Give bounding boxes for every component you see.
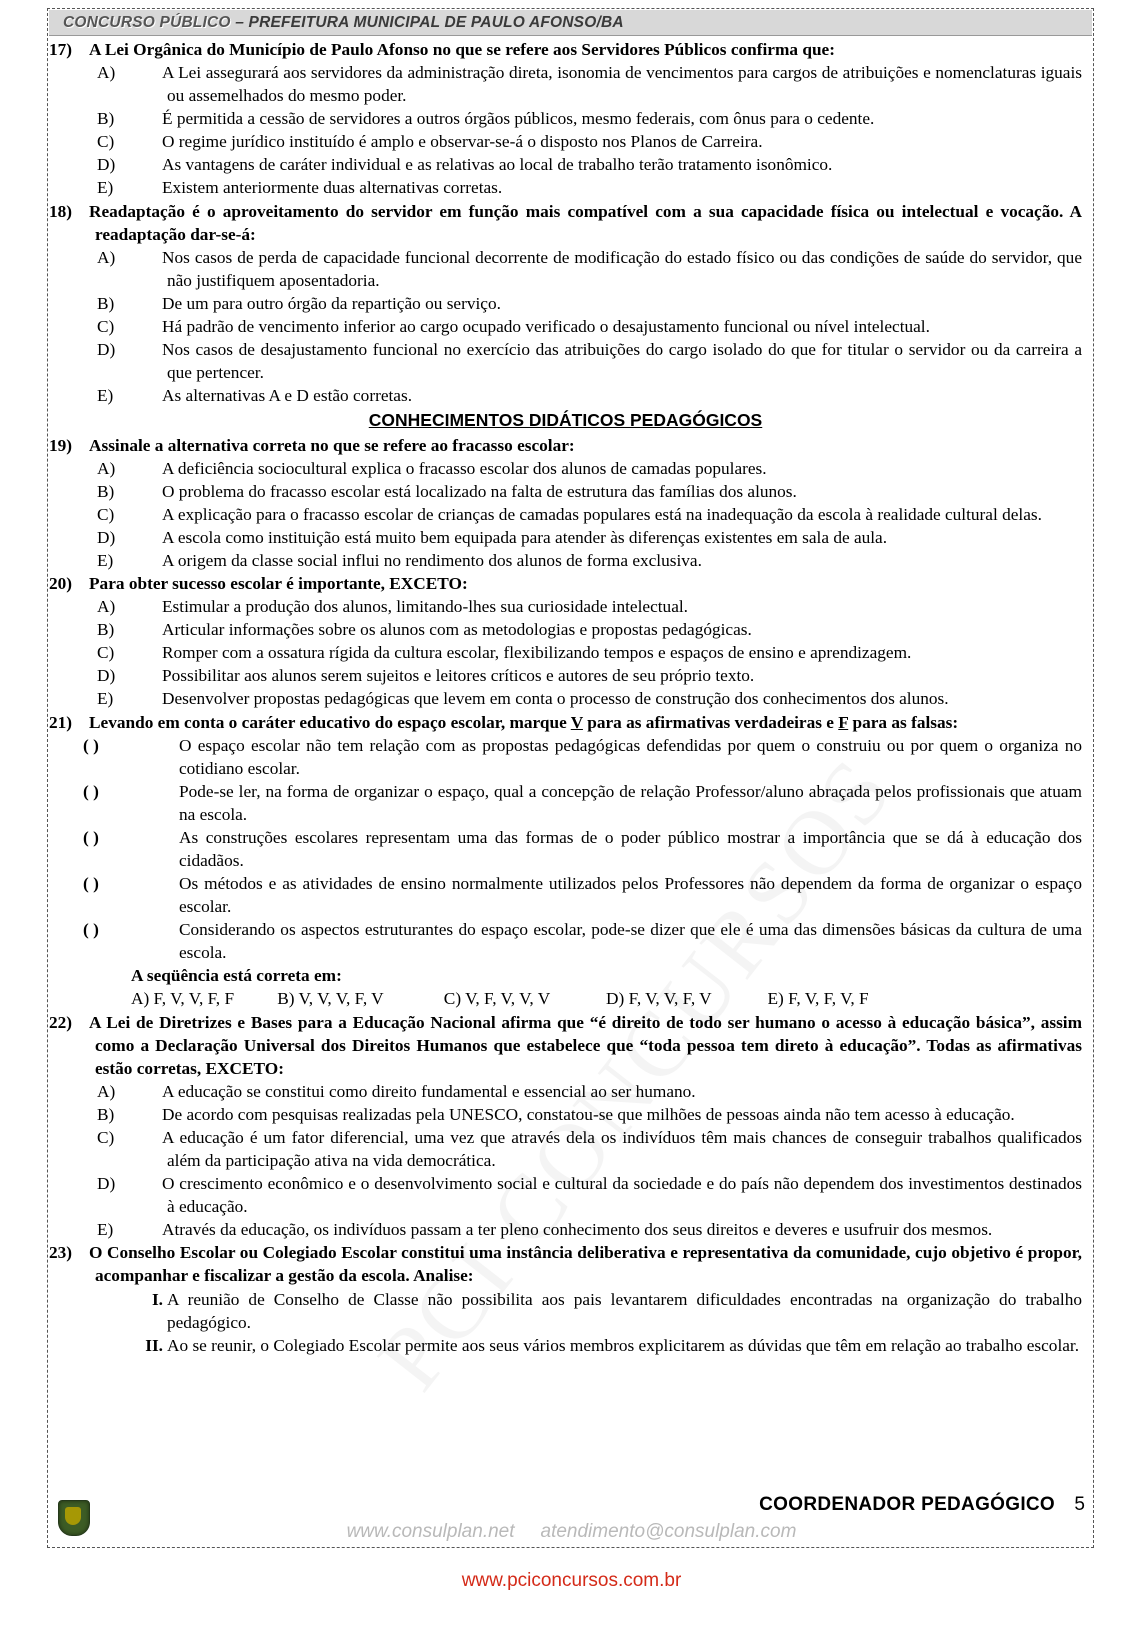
true-false-item[interactable] [49,734,1082,780]
question-22-stem [49,1011,1082,1080]
alternative-text: O crescimento econômico e o desenvolvimento social e cultural da sociedade e do país não dependem dos investimentos destinados à educação. [162,1174,1082,1217]
footer-email-link[interactable]: atendimento@consulplan.com [540,1521,797,1542]
alternative-label: A) [97,63,116,83]
alternative[interactable] [49,1218,1082,1241]
question-22-text: A Lei de Diretrizes e Bases para a Educação Nacional afirma que “é direito de todo ser humano o acesso à educação básica”, assim como a Declaração Universal dos Direitos Humanos que estabelece que “toda pessoa tem direto à educação”. Todas as afirmativas estão corretas, EXCETO: [89,1012,1082,1078]
true-false-checkbox[interactable]: ( ) [83,781,99,801]
alternative-label: B) [97,481,115,501]
header-dash: – [230,13,249,31]
question-21-stem [49,711,1082,734]
alternative-label: A) [97,597,116,617]
true-false-text: Os métodos e as atividades de ensino normalmente utilizados pelos Professores não dependem da forma de organizar o espaço escolar. [179,874,1082,917]
alternative[interactable] [49,1126,1082,1172]
question-19-alternatives [49,457,1082,572]
alternative-label: A) [97,247,116,267]
question-21-text-3: para as falsas: [848,712,959,732]
pci-link[interactable]: www.pciconcursos.com.br [461,1570,682,1591]
question-21 [49,711,1082,1011]
alternative-text: Nos casos de desajustamento funcional no exercício das atribuições do cargo isolado do que for titular o servidor ou da carreira a que pertencer. [162,340,1082,383]
question-23-number: 23) [49,1243,73,1263]
alternative-label: E) [97,386,114,406]
alternative[interactable] [49,61,1082,107]
question-18-text: Readaptação é o aproveitamento do servidor em função mais compatível com a sua capacidade física ou intelectual e vocação. A readaptação dar-se-á: [89,201,1082,244]
true-false-item[interactable] [49,918,1082,964]
alternative[interactable] [49,107,1082,130]
alternative[interactable] [49,480,1082,503]
question-20-number: 20) [49,574,73,594]
alternative-label: A) [97,458,116,478]
alternative[interactable] [49,595,1082,618]
alternative-text: A origem da classe social influi no rendimento dos alunos de forma exclusiva. [162,551,702,570]
page-number: 5 [1074,1494,1085,1515]
alternative-label: D) [97,340,116,360]
page-header [49,10,1092,36]
alternative-label: D) [97,527,116,547]
true-false-checkbox[interactable]: ( ) [83,920,99,940]
footer-site-link[interactable]: www.consulplan.net [346,1521,515,1542]
question-21-statements [49,734,1082,965]
true-false-text: O espaço escolar não tem relação com as propostas pedagógicas defendidas por quem o construiu ou por quem o organiza no cotidiano escolar. [179,735,1082,778]
alternative-label: E) [97,178,114,198]
roman-label: II. [145,1335,163,1355]
true-false-text: Considerando os aspectos estruturantes do espaço escolar, pode-se dizer que ele é uma das dimensões básicas da cultura de uma escola. [179,920,1082,963]
alternative-text: As vantagens de caráter individual e as relativas ao local de trabalho terão tratamento isonômico. [162,155,833,175]
question-18-number: 18) [49,201,73,221]
true-false-text: As construções escolares representam uma das formas de o poder público mostrar a importância que se dá à educação dos cidadãos. [179,827,1082,871]
alternative-label: E) [97,1220,114,1240]
alternative-label: C) [97,504,115,524]
alternative[interactable] [49,618,1082,641]
question-18-stem [49,200,1082,246]
section-title: CONHECIMENTOS DIDÁTICOS PEDAGÓGICOS [368,410,763,431]
question-19-number: 19) [49,435,73,455]
alternative-label: B) [97,620,115,640]
true-false-text: Pode-se ler, na forma de organizar o espaço, qual a concepção de relação Professor/aluno abraçada pelos profissionais que atuam na escola. [179,781,1082,824]
question-23-statements [49,1288,1082,1357]
question-22-alternatives [49,1080,1082,1242]
footer-role-label: COORDENADOR PEDAGÓGICO [759,1494,1055,1515]
question-18-alternatives [49,246,1082,408]
alternative-text: Romper com a ossatura rígida da cultura escolar, flexibilizando tempos e espaços de ensino e aprendizagem. [162,643,912,663]
alternative-text: De acordo com pesquisas realizadas pela UNESCO, constatou-se que milhões de pessoas ainda não tem acesso à educação. [162,1104,1015,1124]
alternative-text: É permitida a cessão de servidores a outros órgãos públicos, mesmo federais, com ônus para o cedente. [162,109,875,129]
alternative[interactable] [49,1080,1082,1103]
alternative-text: Articular informações sobre os alunos com as metodologias e propostas pedagógicas. [162,620,752,640]
question-20-stem [49,572,1082,595]
roman-item [49,1288,1082,1334]
header-entity-label: PREFEITURA MUNICIPAL DE PAULO AFONSO/BA [248,13,624,31]
alternative[interactable] [49,338,1082,384]
alternative[interactable] [49,246,1082,292]
question-23-stem [49,1241,1082,1287]
true-false-item[interactable] [49,826,1082,872]
question-19 [49,434,1082,572]
alternative-label: D) [97,666,116,686]
sequence-label: A seqüência está correta em: [131,966,342,986]
question-19-text: Assinale a alternativa correta no que se refere ao fracasso escolar: [89,435,575,455]
alternative[interactable] [49,503,1082,526]
alternative-label: D) [97,155,116,175]
alternative-text: Possibilitar aos alunos serem sujeitos e leitores críticos e autores de seu próprio texto. [162,666,755,686]
question-21-true-marker: V [570,712,583,732]
question-17-alternatives [49,61,1082,199]
question-17 [49,38,1082,200]
alternative[interactable] [49,292,1082,315]
question-20-text: Para obter sucesso escolar é importante, EXCETO: [89,574,468,594]
question-22 [49,1011,1082,1242]
alternative-text: Através da educação, os indivíduos passam a ter pleno conhecimento dos seus direitos e deveres e usufruir dos mesmos. [162,1220,993,1240]
alternative-text: A educação se constitui como direito fundamental e essencial ao ser humano. [162,1081,696,1101]
alternative-text: Há padrão de vencimento inferior ao cargo ocupado verificado o desajustamento funcional ou nível intelectual. [162,316,930,336]
alternative-label: B) [97,1104,115,1124]
footer-links [0,1521,1143,1543]
header-contest-label: CONCURSO PÚBLICO [63,13,231,31]
question-17-text: A Lei Orgânica do Município de Paulo Afonso no que se refere aos Servidores Públicos confirma que: [89,40,835,59]
alternative-label: B) [97,109,115,129]
alternative[interactable] [49,315,1082,338]
alternative[interactable] [49,176,1082,199]
alternative-label: B) [97,293,115,313]
alternative-text: A educação é um fator diferencial, uma vez que através dela os indivíduos têm mais chances de conseguir trabalhos qualificados além da participação ativa na vida democrática. [162,1127,1082,1171]
question-21-text-1: Levando em conta o caráter educativo do espaço escolar, marque [89,712,571,732]
question-21-text-2: para as afirmativas verdadeiras e [582,712,839,732]
alternative[interactable] [49,664,1082,687]
question-20 [49,572,1082,710]
alternative-text: Nos casos de perda de capacidade funcional decorrente de modificação do estado físico ou das condições de saúde do servidor, que não justifiquem aposentadoria. [162,247,1082,290]
alternative-label: E) [97,689,114,709]
alternative[interactable] [49,1103,1082,1126]
alternative-text: A escola como instituição está muito bem equipada para atender às diferenças existentes em sala de aula. [162,527,888,547]
question-23 [49,1241,1082,1356]
alternative-text: A explicação para o fracasso escolar de crianças de camadas populares está na inadequação da escola à realidade cultural delas. [162,504,1042,524]
alternative-text: A deficiência sociocultural explica o fracasso escolar dos alunos de camadas populares. [162,458,767,478]
alternative-label: C) [97,1127,115,1147]
alternative[interactable] [49,526,1082,549]
alternative[interactable] [49,1172,1082,1218]
alternative-text: Existem anteriormente duas alternativas corretas. [162,178,503,198]
true-false-checkbox[interactable]: ( ) [83,874,99,894]
alternative-label: A) [97,1081,116,1101]
true-false-checkbox[interactable]: ( ) [83,827,99,847]
true-false-item[interactable] [49,780,1082,826]
question-content [49,38,1092,1357]
true-false-checkbox[interactable]: ( ) [83,735,99,755]
alternative[interactable] [49,687,1082,710]
roman-text: A reunião de Conselho de Classe não possibilita aos pais levantarem dificuldades encontradas na organização do trabalho pedagógico. [167,1289,1082,1332]
question-19-stem [49,434,1082,457]
roman-label: I. [151,1289,163,1309]
alternative-label: E) [97,551,114,570]
alternative-text: As alternativas A e D estão corretas. [162,386,413,406]
question-18 [49,200,1082,408]
question-17-stem [49,38,1082,61]
question-21-number: 21) [49,712,73,732]
roman-item [49,1334,1082,1357]
sequence-options[interactable]: A) F, V, V, F, F B) V, V, V, F, V C) V, F, V, V, V D) F, V, V, F, V E) F, V, F, V, F [131,989,869,1009]
alternative[interactable] [49,153,1082,176]
question-20-alternatives [49,595,1082,710]
alternative[interactable] [49,130,1082,153]
alternative[interactable] [49,457,1082,480]
true-false-item[interactable] [49,872,1082,918]
alternative-label: C) [97,132,115,152]
alternative-text: O regime jurídico instituído é amplo e observar-se-á o disposto nos Planos de Carreira. [162,132,763,152]
alternative-text: Estimular a produção dos alunos, limitando-lhes sua curiosidade intelectual. [162,597,688,617]
alternative-text: De um para outro órgão da repartição ou serviço. [162,293,501,313]
header-title [63,14,624,32]
roman-text: Ao se reunir, o Colegiado Escolar permite aos seus vários membros explicitarem as dúvidas que têm em relação ao trabalho escolar. [167,1335,1080,1355]
question-17-number: 17) [49,40,73,59]
alternative-label: C) [97,643,115,663]
question-22-number: 22) [49,1012,73,1032]
alternative-text: O problema do fracasso escolar está localizado na falta de estrutura das famílias dos alunos. [162,481,797,501]
alternative[interactable] [49,384,1082,407]
alternative[interactable] [49,641,1082,664]
alternative-text: Desenvolver propostas pedagógicas que levem em conta o processo de construção dos conhecimentos dos alunos. [162,689,949,709]
alternative-label: C) [97,316,115,336]
alternative-label: D) [97,1174,116,1194]
alternative-text: A Lei assegurará aos servidores da administração direta, isonomia de vencimentos para cargos de atribuições e nomenclaturas iguais ou assemelhados do mesmo poder. [162,63,1082,106]
question-23-text: O Conselho Escolar ou Colegiado Escolar constitui uma instância deliberativa e representativa da comunidade, cujo objetivo é propor, acompanhar e fiscalizar a gestão da escola. Analise: [89,1243,1082,1286]
alternative[interactable] [49,549,1082,572]
question-21-false-marker: F [838,712,849,732]
